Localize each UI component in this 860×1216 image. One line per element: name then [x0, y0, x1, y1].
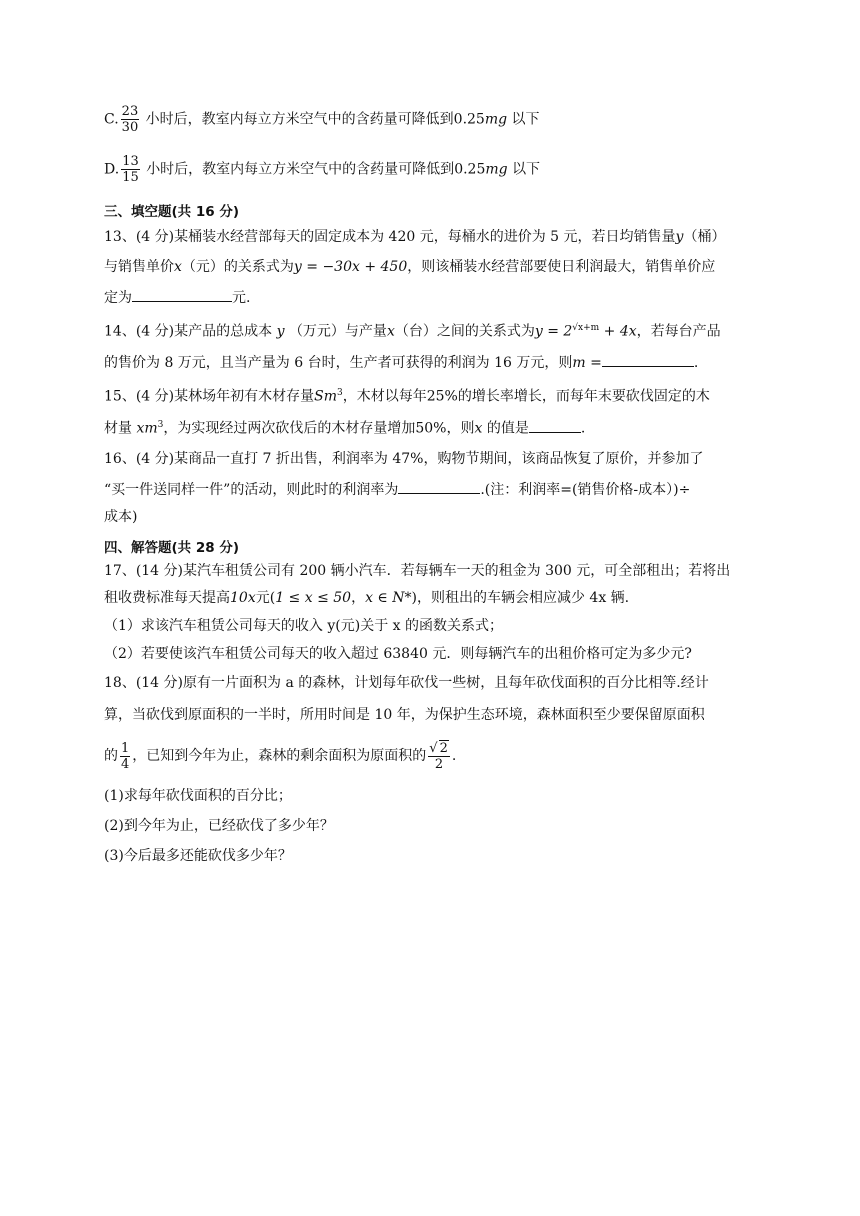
fraction: [120, 741, 130, 772]
answer-blank[interactable]: [398, 479, 480, 494]
q17-line-2: [104, 588, 764, 608]
q16-line-2: [104, 479, 764, 500]
text: 15、(4 分)某林场年初有木材存量: [104, 388, 315, 405]
text: .: [580, 420, 586, 437]
option-text: 小时后，教室内每立方米空气中的含药量可降低到: [145, 111, 454, 128]
answer-blank[interactable]: [602, 352, 694, 367]
unit: mg: [484, 111, 508, 128]
variable: x: [474, 420, 483, 437]
option-c: [104, 104, 764, 135]
variable: x: [386, 323, 395, 340]
fraction-numerator: √ 2: [429, 741, 448, 756]
q15-line-1: [104, 383, 764, 407]
fraction-denominator: 15: [122, 170, 139, 185]
equation: 10x: [230, 590, 256, 606]
q16-line-3: 成本): [104, 509, 138, 525]
q13-line-3: [104, 287, 764, 308]
text: 14、(4 分)某产品的总成本: [104, 323, 273, 340]
percentage: 50%: [415, 420, 447, 437]
option-tail: 以下: [512, 161, 541, 178]
text: （万元）与产量: [288, 323, 387, 340]
variable: x: [174, 259, 182, 275]
text: .(注：利润率=(销售价格-成本）)÷: [480, 482, 691, 498]
variable: xm: [136, 420, 158, 437]
text: 材量: [104, 420, 132, 437]
variable: Sm: [314, 388, 337, 405]
fraction-denominator: 2: [434, 757, 444, 772]
exponent: √x+m: [572, 323, 600, 333]
fraction: [121, 154, 140, 185]
q17-part-1: （1）求该汽车租赁公司每天的收入 y(元)关于 x 的函数关系式；: [104, 618, 503, 634]
unit: mg: [485, 161, 508, 178]
text: 13、(4 分)某桶装水经营部每天的固定成本为 420 元，每桶水的进价为 5 元，若日均销售量: [104, 229, 676, 245]
text: ，: [351, 590, 366, 606]
text: 的售价为 8 万元，且当产量为 6 台时，生产者可获得的利润为 16 万元，则: [104, 355, 573, 371]
q16-line-1: 16、(4 分)某商品一直打 7 折出售，利润率为 47%，购物节期间，该商品恢复了原价，并参加了: [104, 451, 704, 467]
q18-part-2: (2)到今年为止，已经砍伐了多少年？: [104, 818, 334, 834]
variable: y: [675, 229, 684, 245]
text: 与销售单价: [104, 259, 174, 275]
section-heading: 三、填空题(共 16 分): [104, 204, 240, 220]
q14-line-2: [104, 352, 764, 373]
text: 定为: [104, 290, 132, 306]
option-label: C.: [104, 111, 119, 128]
exponent: 3: [157, 420, 164, 430]
fraction-numerator: 1: [121, 740, 130, 756]
option-text: 小时后，教室内每立方米空气中的含药量可降低到: [146, 161, 455, 178]
text: ，为实现经过两次砍伐后的木材存量增加: [163, 420, 416, 437]
text: （元）的关系式为: [181, 259, 294, 275]
answer-blank[interactable]: [132, 287, 232, 302]
variable: y: [276, 323, 285, 340]
text: 元(: [255, 590, 276, 606]
q18-line-1: 18、(14 分)原有一片面积为 a 的森林，计划每年砍伐一些树，且每年砍伐面积的百分比相等.经计: [104, 675, 709, 691]
section-heading: 四、解答题(共 28 分): [104, 540, 240, 556]
q18-part-3: (3)今后最多还能砍伐多少年？: [104, 848, 292, 864]
text: )，则租出的车辆会相应减少 4x 辆.: [411, 590, 630, 606]
text: “买一件送同样一件”的活动，则此时的利润率为: [104, 482, 399, 498]
text: .: [451, 748, 457, 764]
text: 的: [104, 748, 118, 764]
equation: m =: [572, 355, 602, 371]
answer-blank[interactable]: [529, 418, 581, 433]
fraction-denominator: 4: [121, 756, 130, 772]
q13-line-2: [104, 257, 764, 277]
fraction: [428, 740, 450, 772]
text: 的值是: [486, 420, 529, 437]
q18-part-1: (1)求每年砍伐面积的百分比；: [104, 788, 292, 804]
fraction-numerator: 13: [122, 154, 139, 169]
option-d: [104, 154, 764, 185]
q15-line-2: [104, 415, 764, 439]
q18-line-2: 算，当砍伐到原面积的一半时，所用时间是 10 年，为保护生态环境，森林面积至少要保留原面积: [104, 707, 705, 723]
text: 租收费标准每天提高: [104, 590, 230, 606]
text: ，若每台产品: [636, 323, 721, 340]
text: ，则该桶装水经营部要使日利润最大，销售单价应: [407, 259, 716, 275]
q18-line-3: [104, 740, 764, 772]
text: （桶）: [683, 229, 726, 245]
q17-part-2: （2）若要使该汽车租赁公司每天的收入超过 63840 元．则每辆汽车的出租价格可定为多少元?: [104, 646, 692, 662]
text: 元.: [232, 290, 251, 306]
q17-line-1: 17、(14 分)某汽车租赁公司有 200 辆小汽车．若每辆车一天的租金为 300 元，可全部租出；若将出: [104, 563, 731, 579]
equation: y = 2: [534, 323, 573, 340]
equation: y = −30x + 450: [293, 259, 408, 275]
q13-line-1: [104, 227, 764, 247]
condition: 1 ≤ x ≤ 50: [275, 590, 352, 606]
fraction-denominator: 30: [121, 120, 139, 135]
percentage: 25%: [426, 388, 458, 405]
exponent: 3: [336, 388, 343, 398]
option-tail: 以下: [511, 111, 540, 128]
option-label: D.: [104, 161, 120, 178]
value: 0.25: [454, 161, 486, 178]
fraction-numerator: 23: [121, 104, 139, 119]
value: 0.25: [453, 111, 485, 128]
text: ，木材以每年: [342, 388, 427, 405]
fraction: [121, 104, 140, 135]
q14-line-1: [104, 318, 764, 342]
equation: + 4x: [603, 323, 637, 340]
text: 的增长率增长，而每年末要砍伐固定的木: [457, 388, 710, 405]
sqrt-radicand: 2: [439, 741, 448, 756]
text: （台）之间的关系式为: [394, 323, 535, 340]
text: .: [693, 355, 699, 371]
text: ，则: [446, 420, 475, 437]
condition: x ∈ N*: [365, 590, 412, 606]
text: ，已知到今年为止，森林的剩余面积为原面积的: [132, 748, 427, 764]
